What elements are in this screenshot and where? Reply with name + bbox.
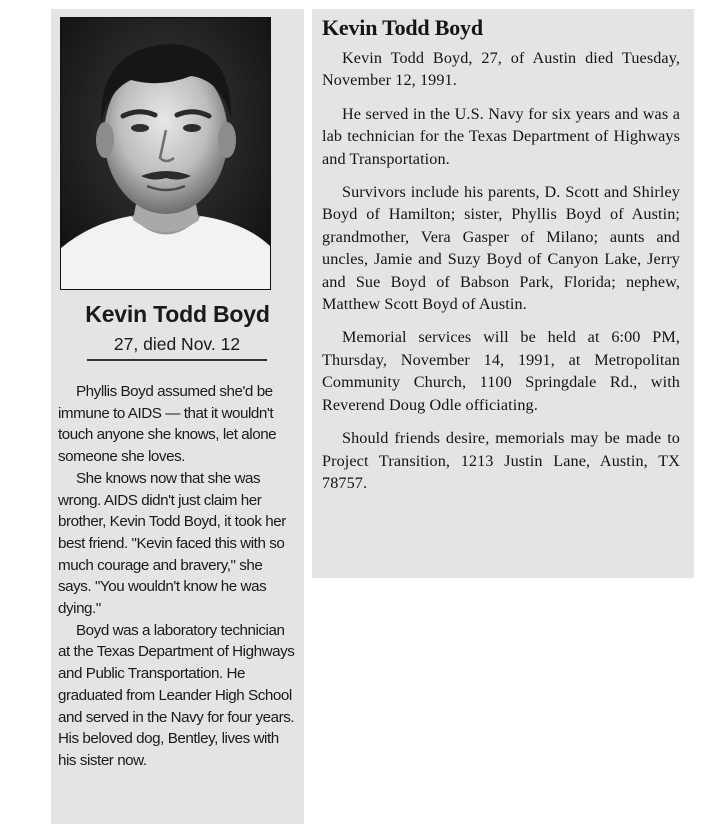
article-subheadline: 27, died Nov. 12	[87, 334, 267, 361]
portrait-image	[61, 18, 270, 289]
article-paragraph: She knows now that she was wrong. AIDS didn't just claim her brother, Kevin Todd Boyd, it took her best friend. "Kevin faced this with so much courage and bravery," she says. "You wouldn't know he was dying."	[58, 469, 286, 618]
portrait-photo	[60, 17, 271, 290]
obituary-title: Kevin Todd Boyd	[322, 15, 483, 40]
article-paragraph: Boyd was a laboratory technician at the Texas Department of Highways and Public Transportation. He graduated from Leander High School and served in the Navy for four years. His beloved dog, Bentley, lives with his sister now.	[58, 621, 295, 769]
obituary-paragraph: Memorial services will be held at 6:00 PM, Thursday, November 14, 1991, at Metropolitan Community Church, 1100 Springdale Rd., with Reverend Doug Odle officiating.	[322, 328, 680, 414]
article-headline: Kevin Todd Boyd	[85, 301, 270, 327]
obituary-paragraph: Should friends desire, memorials may be made to Project Transition, 1213 Justin Lane, Austin, TX 78757.	[322, 429, 680, 492]
article-body	[58, 381, 298, 772]
feature-article-clipping	[51, 9, 304, 824]
obituary-paragraph: Kevin Todd Boyd, 27, of Austin died Tuesday, November 12, 1991.	[322, 49, 680, 90]
obituary-body	[322, 47, 680, 494]
obituary-notice-clipping	[312, 9, 694, 578]
obituary-paragraph: He served in the U.S. Navy for six years and was a lab technician for the Texas Department of Highways and Transportation.	[322, 104, 680, 168]
obituary-paragraph: Survivors include his parents, D. Scott and Shirley Boyd of Hamilton; sister, Phyllis Boyd of Austin; grandmother, Vera Gasper of Milano; aunts and uncles, Jamie and Suzy Boyd of Canyon Lake, Jerry and Sue Boyd of Babson Park, Florida; nephew, Matthew Scott Boyd of Austin.	[322, 183, 680, 314]
article-paragraph: Phyllis Boyd assumed she'd be immune to AIDS — that it wouldn't touch anyone she knows, let alone someone she loves.	[58, 383, 277, 466]
